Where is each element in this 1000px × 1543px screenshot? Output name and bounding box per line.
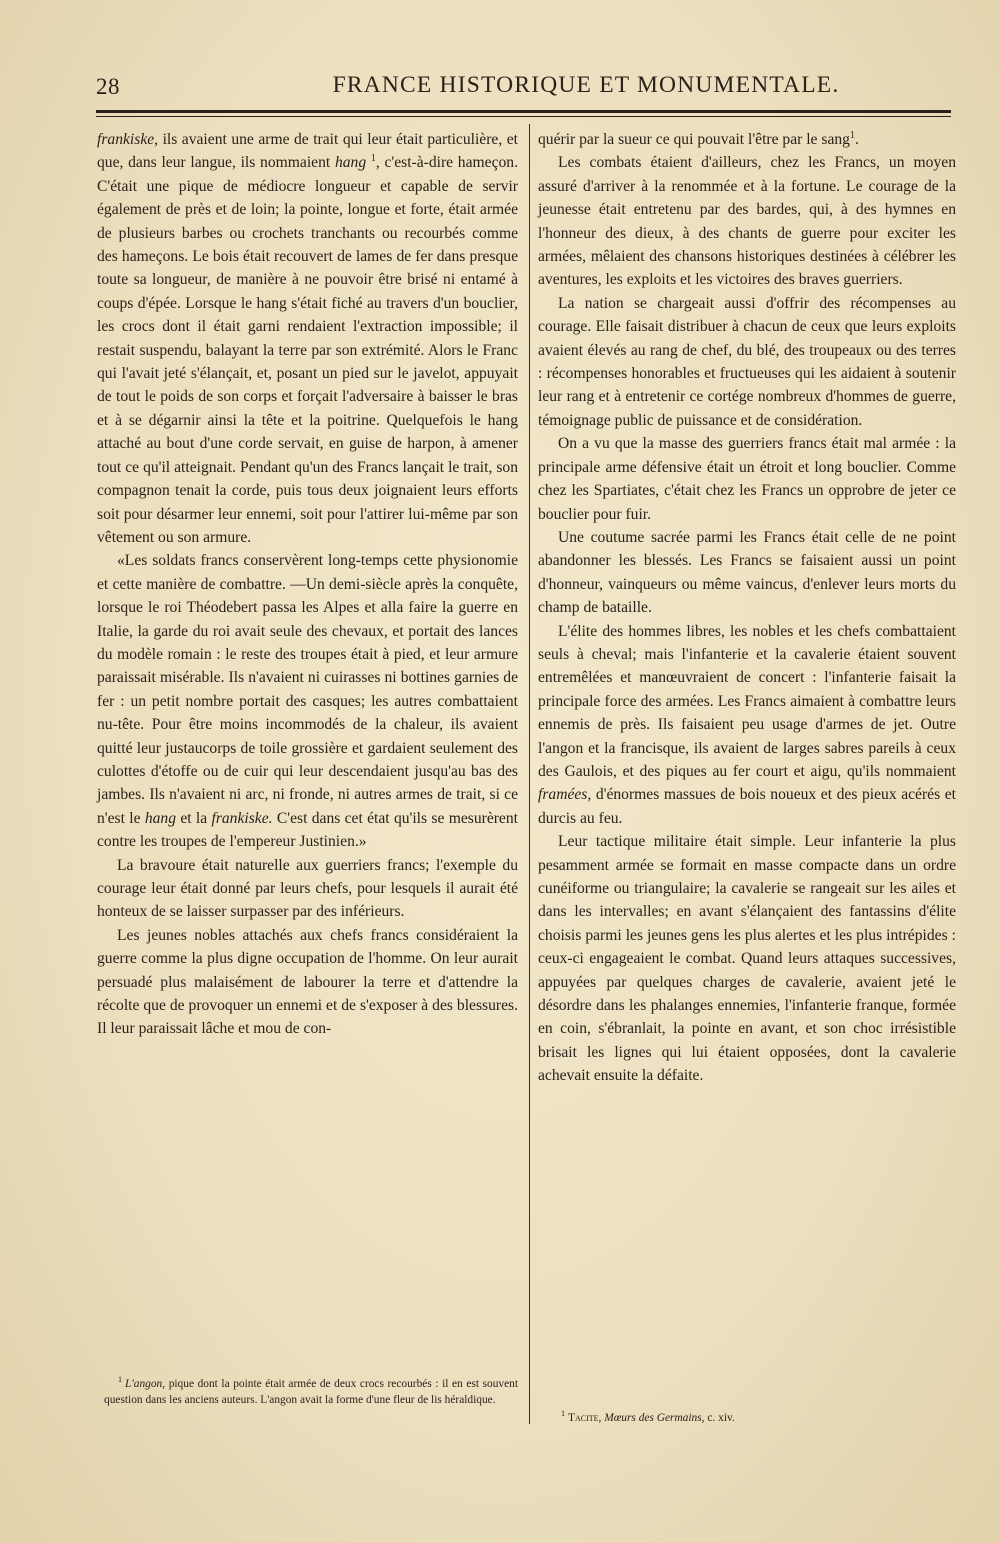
italic-term: frankiske,	[97, 131, 159, 148]
header-rule-thin	[96, 116, 951, 117]
footnote-term: L'angon,	[125, 1378, 166, 1390]
footnote-reference: 1	[370, 153, 376, 165]
paragraph: Une coutume sacrée parmi les Francs était celle de ne point abandonner les blessés. Les Francs se faisaient aussi un point d'honneur, vainqueurs ou même vaincus, d'enlever leurs morts du champ de bataille.	[538, 528, 956, 617]
paragraph: L'élite des hommes libres, les nobles et les chefs combattaient seuls à cheval; mais l'infanterie et la cavalerie étaient souvent entremêlées et manœuvraient de concert : l'infanterie faisait la principale force des armées. Les Francs aimaient à combattre leurs ennemis de près. Ils faisaient peu usage d'armes de jet. Outre l'angon et la francisque, ils avaient de larges sabres pareils à ceux des Gaulois, et des piques au fer court et aigu, qu'ils nommaient framées, d'énormes massues de bois noueux et des pieux acérés et durcis au feu.	[538, 622, 956, 827]
paragraph: Les combats étaient d'ailleurs, chez les Francs, un moyen assuré d'arriver à la renommée et à la fortune. Le courage de la jeunesse était entretenu par des bardes, qui, à des hymnes en l'honneur des dieux, à des chants de guerre pour exciter les armées, mêlaient des chansons historiques destinées à célébrer les aventures, les exploits et les victoires des braves guerriers.	[538, 154, 956, 289]
header-rule-thick	[96, 110, 951, 113]
paragraph: La nation se chargeait aussi d'offrir des récompenses au courage. Elle faisait distribuer à chacun de ceux que leurs exploits avaient élevés au rang de chef, du blé, des troupeaux ou des terres : récompenses honorables et fructueuses qui les aidaient à soutenir leur rang et à entretenir ce cortége nombreux d'hommes de guerre, témoignage public de puissance et de considération.	[538, 294, 956, 429]
footnote-reference: 1	[849, 129, 855, 141]
italic-term: framées,	[538, 786, 592, 804]
paragraph: Les jeunes nobles attachés aux chefs francs considéraient la guerre comme la plus digne occupation de l'homme. On leur aurait persuadé plus malaisément de labourer la terre et d'attendre la récolte que de provoquer un ennemi et de s'exposer à des blessures. Il leur paraissait lâche et mou de con-	[97, 926, 518, 1038]
paragraph: Leur tactique militaire était simple. Leur infanterie la plus pesamment armée se formait en masse compacte dans un ordre cunéiforme ou triangulaire; la cavalerie se rangeait sur les ailes et dans les intervalles; en avant s'élançaient des fantassins d'élite choisis parmi les jeunes gens les plus alertes et les plus intrépides : ceux-ci engageaient le combat. Quand leurs attaques successives, appuyées par quelques charges de cavalerie, avaient jeté le désordre dans les phalanges ennemies, l'infanterie franque, formée en coin, s'ébranlait, la pointe en avant, et son choc irrésistible brisait les lignes qui lui étaient opposées, dont la cavalerie achevait ensuite la défaite.	[538, 833, 956, 1085]
running-header	[96, 70, 951, 104]
footnote-mark: 1	[118, 1375, 122, 1385]
italic-term: hang	[334, 154, 367, 172]
left-column	[97, 128, 518, 1041]
paragraph: quérir par la sueur ce qui pouvait l'être par le sang$^1$.	[538, 129, 859, 148]
footnote-right: $^1$ Tacite, Mœurs des Germains, c. xiv.	[561, 1409, 735, 1424]
page-number: 28	[96, 74, 120, 99]
footnote-author: Tacite,	[568, 1412, 602, 1424]
italic-term: hang	[144, 809, 177, 827]
paragraph: «Les soldats francs conservèrent long-temps cette physionomie et cette manière de combattre. —Un demi-siècle après la conquête, lorsque le roi Théodebert passa les Alpes et alla faire la guerre en Italie, la garde du roi avait seule des chevaux, et portait des lances du modèle romain : le reste des troupes était à pied, et leur armure paraissait misérable. Ils n'avaient ni cuirasses ni bottines garnies de fer : un petit nombre portait des casques; les autres combattaient nu-tête. Pour être moins incommodés de la chaleur, ils avaient quitté leur justaucorps de toile grossière et gardaient seulement des culottes d'étoffe ou de cuir qui leur descendaient jusqu'au bas des jambes. Ils n'avaient ni arc, ni fronde, ni autres armes de trait, si ce n'est le hang et la frankiske. C'est dans cet état qu'ils se mesurèrent contre les troupes de l'empereur Justinien.»	[97, 552, 518, 851]
paragraph: La bravoure était naturelle aux guerriers francs; l'exemple du courage leur était donné par leurs chefs, pour lesquels il aurait été honteux de se laisser surpasser par des inférieurs.	[97, 856, 518, 921]
running-title: FRANCE HISTORIQUE ET MONUMENTALE.	[332, 72, 840, 98]
footnote-left: $^1$ L'angon, pique dont la pointe était armée de deux crocs recourbés : il en est souvent question dans les anciens auteurs. L'angon avait la forme d'une fleur de lis héraldique.	[104, 1375, 518, 1406]
footnote-work-title: Mœurs des Germains,	[604, 1412, 705, 1424]
column-divider	[529, 124, 530, 1424]
paragraph: On a vu que la masse des guerriers francs était mal armée : la principale arme défensive était un étroit et long bouclier. Comme chez les Spartiates, c'était chez les Francs un opprobre de jeter ce bouclier pour fuir.	[538, 435, 956, 523]
footnote-mark: 1	[561, 1409, 565, 1419]
italic-term: frankiske.	[211, 809, 273, 827]
paragraph: frankiske, ils avaient une arme de trait qui leur était particulière, et que, dans leur langue, ils nommaient hang $^1$, c'est-à-dire hameçon. C'était une pique de médiocre longueur et capable de servir également de près et de loin; la pointe, longue et forte, était armée de plusieurs barbes ou crochets tranchants ou recourbés comme des hameçons. Le bois était recouvert de lames de fer dans presque toute sa longueur, de manière à ne pouvoir être brisé ni entamé à coups d'épée. Lorsque le hang s'était fiché au travers d'un bouclier, les crocs dont il était garni rendaient l'extraction impossible; il restait suspendu, balayant la terre par son extrémité. Alors le Franc qui l'avait jeté s'élançait, et, posant un pied sur le javelot, appuyait de tout le poids de son corps et forçait l'adversaire à baisser le bras et à se dégarnir ainsi la tête et la poitrine. Quelquefois le hang attaché au bout d'une corde servait, en guise de harpon, à amener tout ce qu'il atteignait. Pendant qu'un des Francs lançait le trait, son compagnon tenait la corde, puis tous deux joignaient leurs efforts soit pour désarmer leur ennemi, soit pour l'attirer lui-même par son vêtement ou son armure.	[97, 131, 518, 546]
right-column	[538, 128, 956, 1088]
